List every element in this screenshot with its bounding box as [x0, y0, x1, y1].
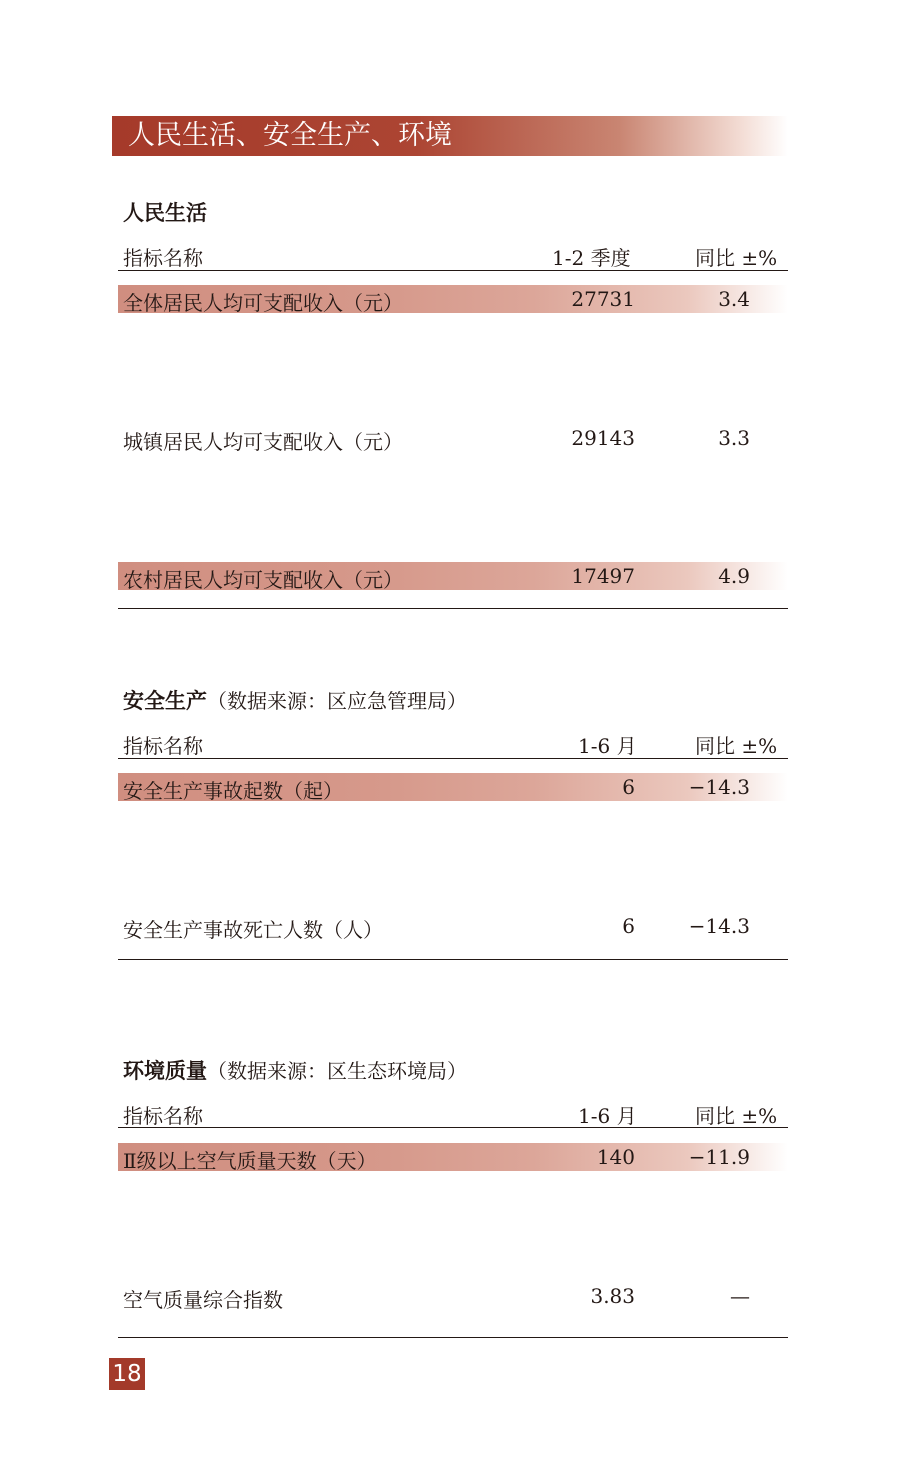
section-source: （数据来源：区应急管理局） — [207, 689, 467, 713]
row-value: 140 — [596, 1145, 635, 1169]
row-name: 安全生产事故死亡人数（人） — [123, 918, 383, 942]
header-indicator: 指标名称 — [123, 734, 203, 758]
header-period: 1-2 季度 — [552, 246, 631, 270]
header-rule — [118, 1127, 788, 1128]
header-period: 1-6 月 — [578, 1104, 637, 1128]
header-rule — [118, 270, 788, 271]
section-source: （数据来源：区生态环境局） — [207, 1059, 467, 1083]
row-name: 城镇居民人均可支配收入（元） — [123, 430, 403, 454]
row-value: 3.83 — [590, 1284, 635, 1308]
header-indicator: 指标名称 — [123, 246, 203, 270]
row-value: 29143 — [571, 426, 635, 450]
section-title — [123, 197, 207, 227]
banner-title: 人民生活、安全生产、环境 — [128, 120, 452, 151]
row-value: 6 — [622, 914, 635, 938]
header-period: 1-6 月 — [578, 734, 637, 758]
section-title — [123, 685, 467, 715]
header-yoy: 同比 ±% — [695, 1104, 778, 1128]
row-name: Ⅱ级以上空气质量天数（天） — [123, 1149, 377, 1173]
table-bottom-rule — [118, 1337, 788, 1338]
row-name: 农村居民人均可支配收入（元） — [123, 568, 403, 592]
row-value: 17497 — [571, 564, 635, 588]
row-name: 安全生产事故起数（起） — [123, 779, 343, 803]
row-yoy: −14.3 — [688, 914, 750, 938]
row-yoy: −14.3 — [688, 775, 750, 799]
row-yoy: 3.4 — [718, 287, 750, 311]
section-title-text: 安全生产 — [123, 689, 207, 713]
header-indicator: 指标名称 — [123, 1104, 203, 1128]
table-bottom-rule — [118, 608, 788, 609]
header-rule — [118, 758, 788, 759]
section-title-text: 环境质量 — [123, 1059, 207, 1083]
header-yoy: 同比 ±% — [695, 246, 778, 270]
row-yoy: 4.9 — [718, 564, 750, 588]
section-title — [123, 1055, 467, 1085]
row-yoy: — — [730, 1284, 750, 1308]
page-number: 18 — [109, 1358, 145, 1390]
section-title-text: 人民生活 — [123, 201, 207, 225]
row-name: 空气质量综合指数 — [123, 1288, 283, 1312]
row-yoy: −11.9 — [688, 1145, 750, 1169]
table-bottom-rule — [118, 959, 788, 960]
header-yoy: 同比 ±% — [695, 734, 778, 758]
section-banner — [112, 116, 788, 156]
row-name: 全体居民人均可支配收入（元） — [123, 291, 403, 315]
row-value: 27731 — [571, 287, 635, 311]
row-yoy: 3.3 — [718, 426, 750, 450]
row-value: 6 — [622, 775, 635, 799]
